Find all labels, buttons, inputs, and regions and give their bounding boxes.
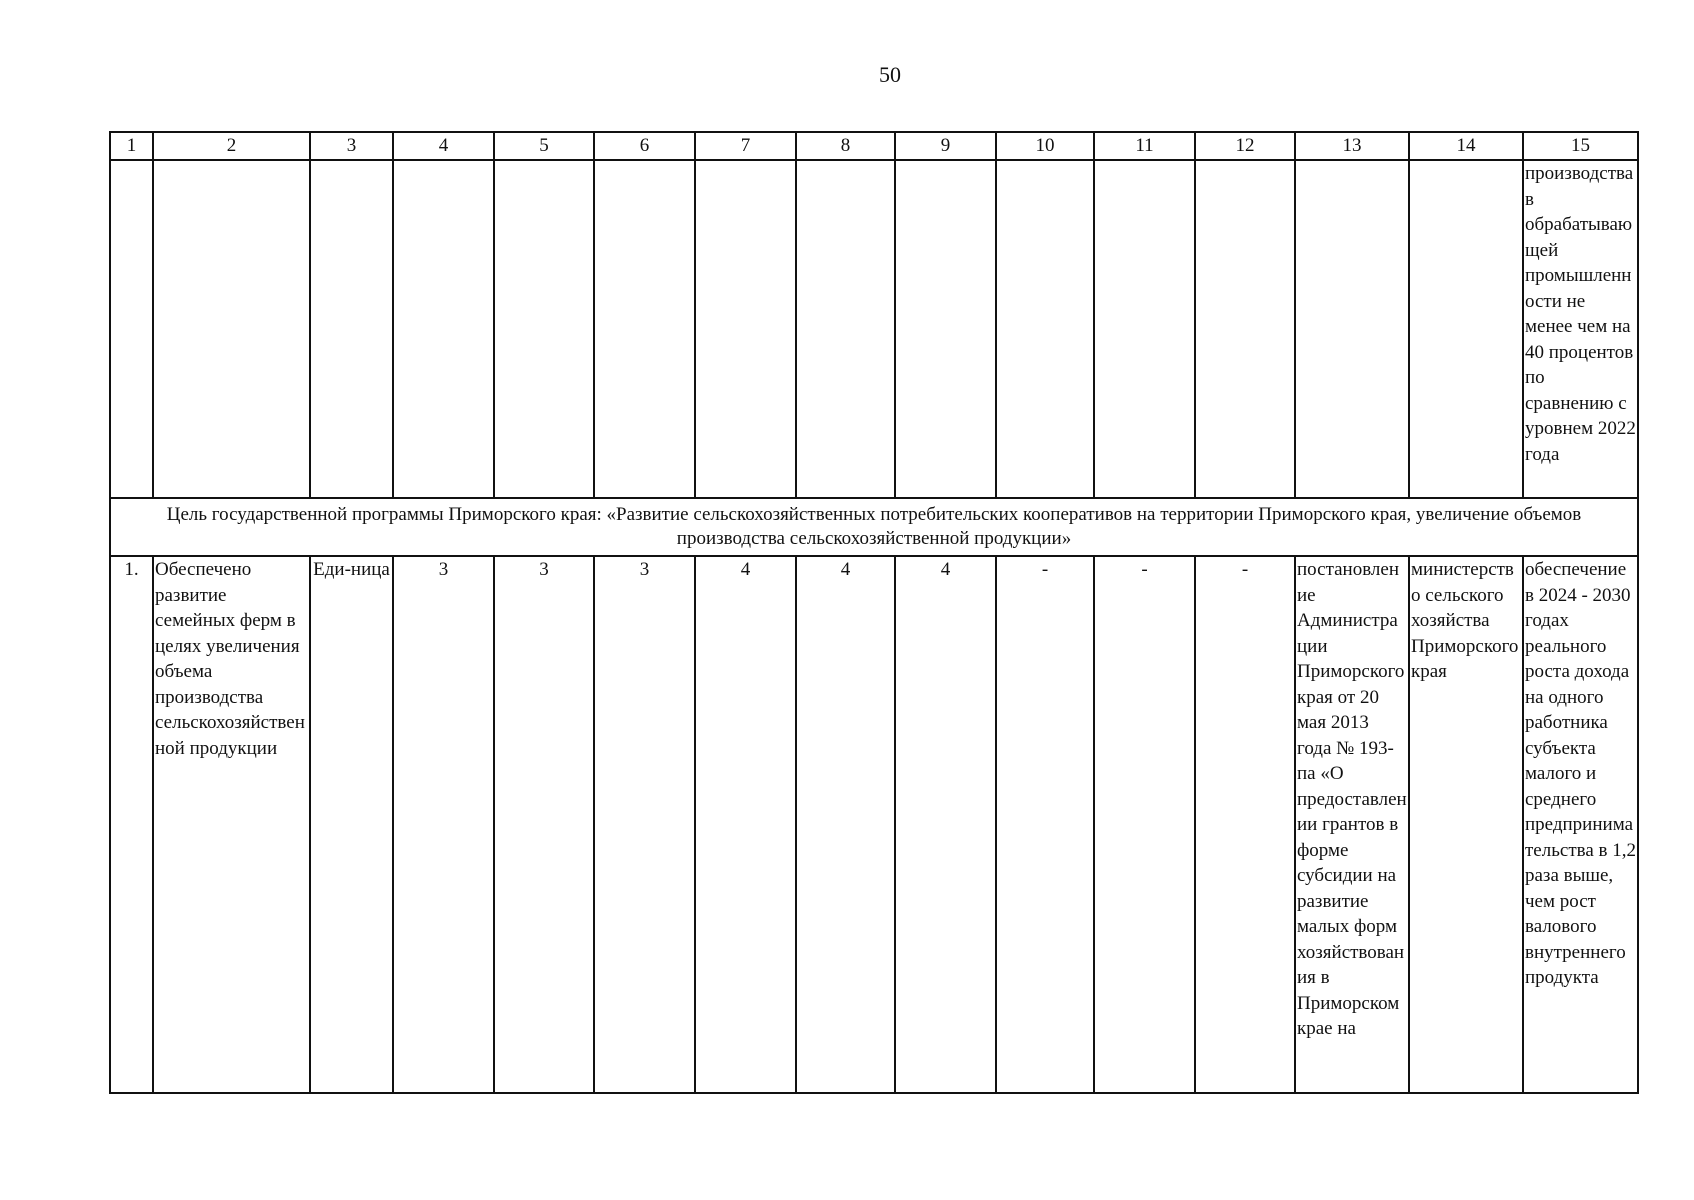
col-header-11: 11 [1094, 132, 1195, 160]
col-header-12: 12 [1195, 132, 1295, 160]
col-header-2: 2 [153, 132, 310, 160]
value-col-11: - [1094, 556, 1195, 1093]
unit-of-measure: Еди-ница [310, 556, 393, 1093]
value-col-4: 3 [393, 556, 494, 1093]
indicator-row [110, 556, 1638, 1093]
cell-empty [996, 160, 1094, 498]
value-col-9: 4 [895, 556, 996, 1093]
value-col-7: 4 [695, 556, 796, 1093]
program-goal-text: Цель государственной программы Приморского края: «Развитие сельскохозяйственных потребительских кооперативов на территории Приморского края, увеличение объемов производства сельскохозяйственной продукции» [110, 498, 1638, 556]
col-header-4: 4 [393, 132, 494, 160]
cell-empty [1295, 160, 1409, 498]
col-header-8: 8 [796, 132, 895, 160]
value-col-5: 3 [494, 556, 594, 1093]
value-col-8: 4 [796, 556, 895, 1093]
cell-empty [1195, 160, 1295, 498]
cell-empty [494, 160, 594, 498]
col-header-3: 3 [310, 132, 393, 160]
col-header-5: 5 [494, 132, 594, 160]
value-col-10: - [996, 556, 1094, 1093]
value-col-12: - [1195, 556, 1295, 1093]
expected-result: обеспечение в 2024 - 2030 годах реального роста дохода на одного работника субъекта малого и среднего предпринимательства в 1,2 раза выше, чем рост валового внутреннего продукта [1523, 556, 1638, 1093]
col-header-14: 14 [1409, 132, 1523, 160]
cell-empty [393, 160, 494, 498]
col-header-7: 7 [695, 132, 796, 160]
goal-row [110, 498, 1638, 556]
continuation-row [110, 160, 1638, 498]
page-number: 50 [879, 62, 901, 87]
cell-empty [1094, 160, 1195, 498]
cell-empty [796, 160, 895, 498]
cell-empty [110, 160, 153, 498]
col-header-9: 9 [895, 132, 996, 160]
responsible-body: министерство сельского хозяйства Приморского края [1409, 556, 1523, 1093]
col-header-1: 1 [110, 132, 153, 160]
cell-empty [594, 160, 695, 498]
value-col-6: 3 [594, 556, 695, 1093]
legal-document: постановление Администрации Приморского края от 20 мая 2013 года № 193-па «О предоставлении грантов в форме субсидии на развитие малых форм хозяйствования в Приморском крае на [1295, 556, 1409, 1093]
cell-empty [1409, 160, 1523, 498]
row-number: 1. [110, 556, 153, 1093]
indicators-table [109, 131, 1639, 1094]
col-header-15: 15 [1523, 132, 1638, 160]
cell-empty [153, 160, 310, 498]
col-header-6: 6 [594, 132, 695, 160]
cell-empty [310, 160, 393, 498]
cell-empty [695, 160, 796, 498]
indicator-name: Обеспечено развитие семейных ферм в целях увеличения объема производства сельскохозяйственной продукции [153, 556, 310, 1093]
cell-empty [895, 160, 996, 498]
continuation-result-text: производства в обрабатывающей промышленности не менее чем на 40 процентов по сравнению с уровнем 2022 года [1523, 160, 1638, 498]
col-header-13: 13 [1295, 132, 1409, 160]
col-header-10: 10 [996, 132, 1094, 160]
column-number-row [110, 132, 1638, 160]
